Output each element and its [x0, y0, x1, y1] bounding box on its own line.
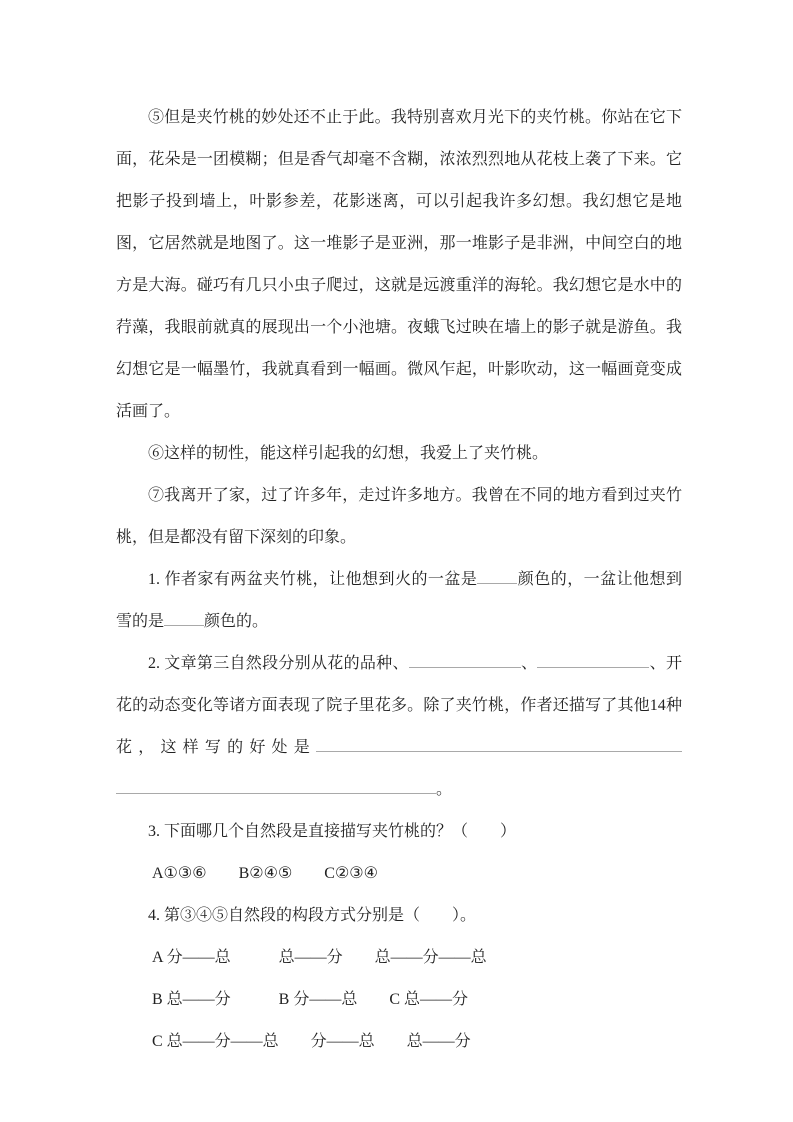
question-2-blank-1	[409, 653, 521, 668]
question-4-option-row-a: A 分——总 总——分 总——分——总	[152, 949, 487, 966]
questions-section	[116, 559, 682, 1063]
question-2-blank-2	[537, 653, 649, 668]
question-2-blank-3	[316, 737, 682, 752]
question-4-option-row-b: B 总——分 B 分——总 C 总——分	[152, 991, 469, 1008]
worksheet-page	[116, 0, 682, 1063]
question-4-prompt: 4. 第③④⑤自然段的构段方式分别是（ ）。	[148, 907, 477, 924]
question-2-separator-2: 、	[649, 655, 666, 672]
question-1-blank-2	[164, 611, 204, 626]
question-3-options: A①③⑥ B②④⑤ C②③④	[152, 865, 378, 882]
question-4-option-row-c: C 总——分——总 分——总 总——分	[152, 1033, 471, 1050]
passage-paragraph-6: ⑥这样的韧性，能这样引起我的幻想，我爱上了夹竹桃。	[148, 445, 549, 462]
question-1-text-c: 颜色的。	[204, 613, 269, 630]
passage-paragraph-7: ⑦我离开了家，过了许多年，走过许多地方。我曾在不同的地方看到过夹竹桃，但是都没有留下深刻的印象。	[116, 487, 682, 546]
question-2-text-a: 2. 文章第三自然段分别从花的品种、	[148, 655, 409, 672]
question-2-end-punctuation: 。	[436, 781, 453, 798]
question-2-separator-1: 、	[520, 655, 538, 672]
question-2-text-b: 开花的动态变化等诸方面表现了院子里花多。除了夹竹桃，作者还描写了其他14种花，这样写的好处是	[116, 655, 682, 756]
reading-passage	[116, 97, 682, 559]
passage-paragraph-5: ⑤但是夹竹桃的妙处还不止于此。我特别喜欢月光下的夹竹桃。你站在它下面，花朵是一团模糊；但是香气却毫不含糊，浓浓烈烈地从花枝上袭了下来。它把影子投到墙上，叶影参差，花影迷离，可以引起我许多幻想。我幻想它是地图，它居然就是地图了。这一堆影子是亚洲，那一堆影子是非洲，中间空白的地方是大海。碰巧有几只小虫子爬过，这就是远渡重洋的海轮。我幻想它是水中的荇藻，我眼前就真的展现出一个小池塘。夜蛾飞过映在墙上的影子就是游鱼。我幻想它是一幅墨竹，我就真看到一幅画。微风乍起，叶影吹动，这一幅画竟变成活画了。	[116, 109, 682, 420]
question-1-blank-1	[477, 569, 517, 584]
question-2	[116, 643, 682, 811]
question-3-prompt: 3. 下面哪几个自然段是直接描写夹竹桃的？（ ）	[148, 823, 517, 840]
question-1	[116, 559, 682, 643]
question-1-text-b: 颜色的，一盆让他想到雪的是	[116, 571, 682, 630]
question-1-text-a: 1. 作者家有两盆夹竹桃，让他想到火的一盆是	[148, 571, 478, 588]
question-2-blank-4	[116, 779, 436, 794]
